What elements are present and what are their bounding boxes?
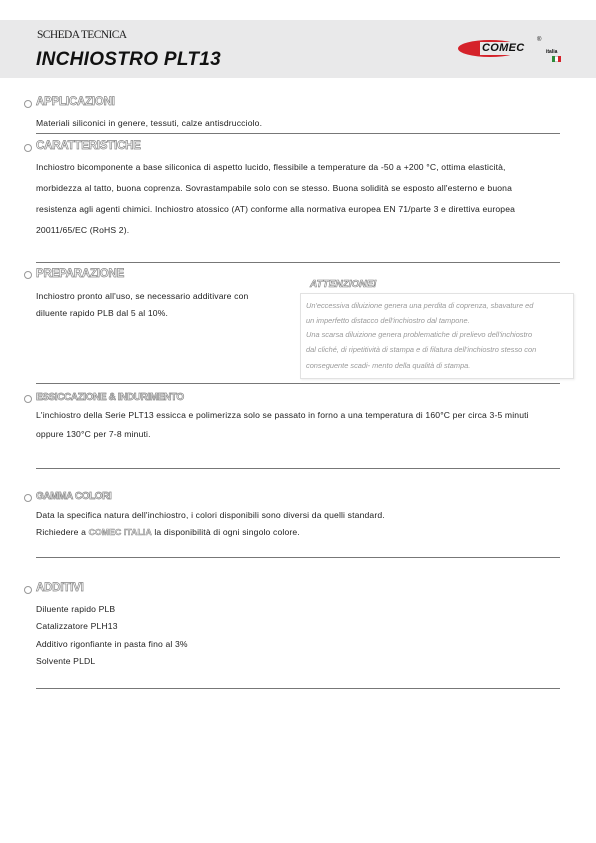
attenzione-line-2: un imperfetto distacco dell'inchiostro dal tampone. xyxy=(306,316,470,325)
gamma-line-2-suffix: la disponibilità di ogni singolo colore. xyxy=(151,527,300,537)
gamma-line-2 xyxy=(36,527,300,537)
caratteristiche-line-3: resistenza agli agenti chimici. Inchiostro atossico (AT) conforme alla normativa europea EN 71/parte 3 e direttiva europea xyxy=(36,204,516,214)
section-divider xyxy=(36,133,560,134)
section-bullet-icon xyxy=(24,395,32,403)
attenzione-line-3: Una scarsa diluizione genera problematiche di prelievo dell'inchiostro xyxy=(306,330,533,339)
italian-flag-icon xyxy=(552,56,561,62)
section-divider xyxy=(36,262,560,263)
section-bullet-icon xyxy=(24,271,32,279)
section-bullet-icon xyxy=(24,100,32,108)
product-title: INCHIOSTRO PLT13 xyxy=(36,49,221,70)
flag-red-stripe xyxy=(558,56,561,62)
comec-logo xyxy=(458,39,562,61)
attenzione-line-4: dal cliché, di ripetitività di stampa e di filatura dell'inchiostro stesso con xyxy=(306,345,537,354)
preparazione-line-2: diluente rapido PLB dal 5 al 10%. xyxy=(36,308,169,318)
caratteristiche-line-4: 20011/65/EC (RoHS 2). xyxy=(36,225,130,235)
section-divider xyxy=(36,688,560,689)
additivi-item-1: Diluente rapido PLB xyxy=(36,604,116,614)
section-heading-essiccazione: ESSICCAZIONE & INDURIMENTO xyxy=(36,392,184,403)
section-heading-preparazione: PREPARAZIONE xyxy=(36,268,125,280)
attenzione-line-5: conseguente scadi- mento della qualità di stampa. xyxy=(306,361,471,370)
essiccazione-line-1: L'inchiostro della Serie PLT13 essicca e polimerizza solo se passato in forno a una temperatura di 160°C per circa 3-5 minuti xyxy=(36,410,529,420)
preparazione-line-1: Inchiostro pronto all'uso, se necessario additivare con xyxy=(36,291,249,301)
attenzione-line-1: Un'eccessiva diluizione genera una perdita di coprenza, sbavature ed xyxy=(306,301,534,310)
document-type-label: SCHEDA TECNICA xyxy=(37,29,127,41)
section-bullet-icon xyxy=(24,586,32,594)
essiccazione-line-2: oppure 130°C per 7-8 minuti. xyxy=(36,429,151,439)
section-divider xyxy=(36,383,560,384)
gamma-brand-name: COMEC ITALIA xyxy=(88,527,152,537)
section-bullet-icon xyxy=(24,144,32,152)
section-divider xyxy=(36,557,560,558)
caratteristiche-line-2: morbidezza al tatto, buona coprenza. Sovrastampabile solo con se stesso. Buona solidità se esposto all'esterno e buona xyxy=(36,183,513,193)
section-heading-applicazioni: APPLICAZIONI xyxy=(36,96,115,108)
header-band xyxy=(0,20,596,78)
logo-registered-mark: ® xyxy=(537,37,542,43)
gamma-line-1: Data la specifica natura dell'inchiostro, i colori disponibili sono diversi da quelli standard. xyxy=(36,510,385,520)
attenzione-title: ATTENZIONE! xyxy=(310,279,377,290)
caratteristiche-line-1: Inchiostro bicomponente a base siliconica di aspetto lucido, flessibile a temperature da -50 a +200 °C, ottima elasticità, xyxy=(36,162,506,172)
section-heading-caratteristiche: CARATTERISTICHE xyxy=(36,140,141,152)
applicazioni-line-1: Materiali siliconici in genere, tessuti, calze antisdrucciolo. xyxy=(36,118,263,128)
section-heading-additivi: ADDITIVI xyxy=(36,582,84,594)
section-bullet-icon xyxy=(24,494,32,502)
additivi-item-2: Catalizzatore PLH13 xyxy=(36,621,118,631)
additivi-item-4: Solvente PLDL xyxy=(36,656,96,666)
section-divider xyxy=(36,468,560,469)
additivi-item-3: Additivo rigonfiante in pasta fino al 3% xyxy=(36,639,188,649)
logo-subtitle: italia xyxy=(546,49,558,55)
gamma-line-2-prefix: Richiedere a xyxy=(36,527,89,537)
logo-brand-text: COMEC xyxy=(482,42,525,54)
section-heading-gamma-colori: GAMMA COLORI xyxy=(36,491,112,502)
